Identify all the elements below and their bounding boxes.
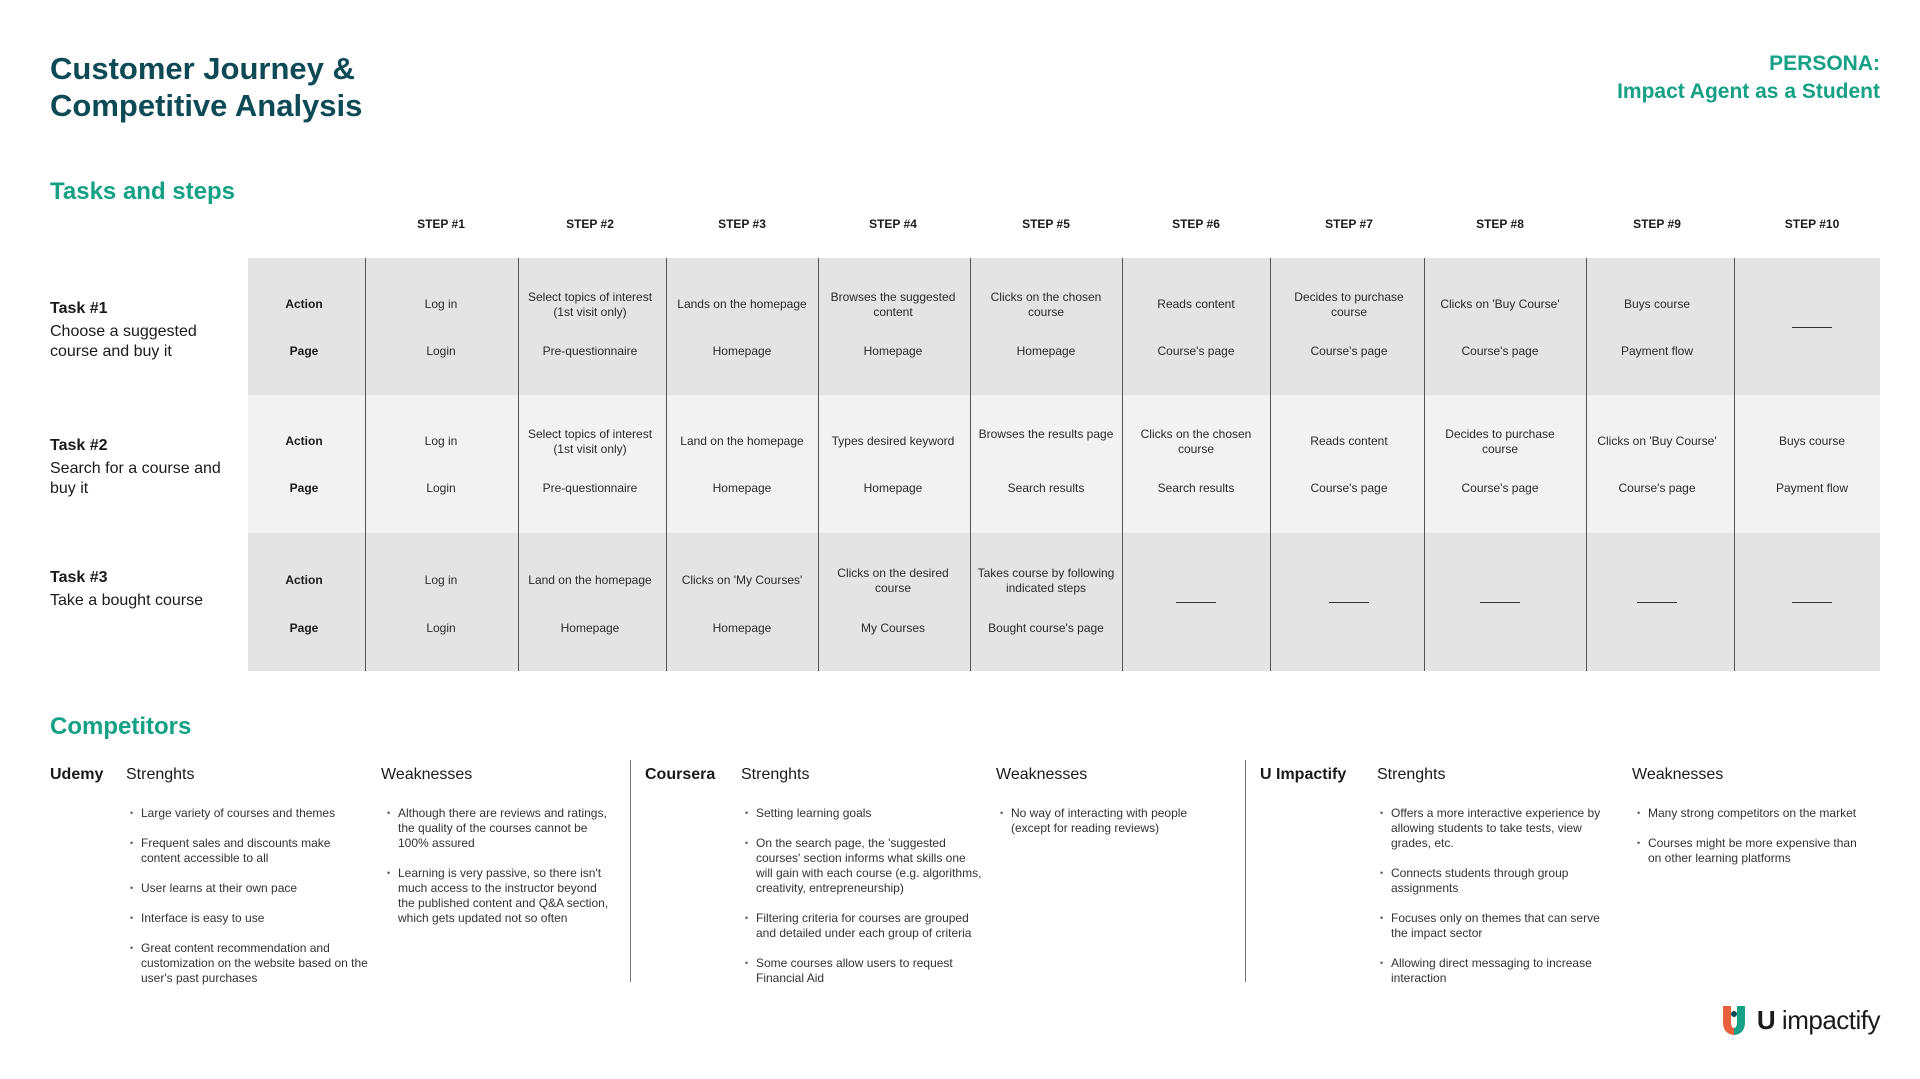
column-divider (1122, 395, 1123, 533)
step-action: Browses the suggested content (830, 289, 956, 319)
competitor-name: U Impactify (1260, 766, 1347, 783)
column-divider (1424, 395, 1425, 533)
persona-label: PERSONA: (1769, 52, 1880, 75)
step-action: Lands on the homepage (677, 297, 807, 311)
step-action: Takes course by following indicated steps (977, 565, 1115, 595)
task-number: Task #1 (50, 300, 108, 317)
action-label: Action (285, 434, 323, 448)
step-header-2: STEP #2 (566, 217, 614, 231)
step-header-8: STEP #8 (1476, 217, 1524, 231)
strengths-item: • Allowing direct messaging to increase interaction (1380, 956, 1615, 986)
empty-step-dash (1637, 602, 1677, 603)
action-label: Action (285, 297, 323, 311)
weaknesses-item: • Although there are reviews and ratings, the quality of the courses cannot be 100% assured (387, 806, 612, 851)
page-label: Page (289, 621, 319, 635)
competitor-divider (630, 760, 631, 982)
column-divider (1122, 258, 1123, 395)
task-description: Choose a suggested course and buy it (50, 323, 197, 360)
step-action: Log in (424, 434, 458, 448)
column-divider (1586, 533, 1587, 671)
task-number: Task #2 (50, 437, 108, 454)
step-action: Clicks on the chosen course (1140, 426, 1252, 456)
logo-name: impactify (1781, 1004, 1880, 1035)
tasks-section-title: Tasks and steps (50, 178, 235, 205)
column-divider (1586, 395, 1587, 533)
page-label: Page (289, 344, 319, 358)
step-header-6: STEP #6 (1172, 217, 1220, 231)
strengths-item: • Connects students through group assignments (1380, 866, 1615, 896)
step-page: Homepage (560, 621, 620, 635)
weaknesses-list (1000, 806, 1225, 851)
title-line-1: Customer Journey & (50, 51, 355, 86)
empty-step-dash (1329, 602, 1369, 603)
step-action: Reads content (1157, 297, 1235, 311)
step-page: Homepage (1016, 344, 1076, 358)
step-header-10: STEP #10 (1784, 217, 1840, 231)
column-divider (1270, 533, 1271, 671)
column-divider (666, 395, 667, 533)
strengths-item: • Some courses allow users to request Financial Aid (745, 956, 985, 986)
action-label: Action (285, 573, 323, 587)
step-action: Decides to purchase course (1294, 289, 1404, 319)
weaknesses-item: • Many strong competitors on the market (1637, 806, 1862, 821)
step-action: Buys course (1623, 297, 1691, 311)
step-action: Log in (424, 573, 458, 587)
step-page: Course's page (1157, 344, 1235, 358)
weaknesses-item: • Learning is very passive, so there isn't much access to the instructor beyond the published content and Q&A section, which gets updated not so often (387, 866, 612, 926)
strengths-list (745, 806, 985, 1001)
weaknesses-title: Weaknesses (381, 766, 473, 783)
step-page: Homepage (712, 344, 772, 358)
step-page: Course's page (1461, 344, 1539, 358)
empty-step-dash (1792, 327, 1832, 328)
step-action: Clicks on 'My Courses' (681, 573, 803, 587)
strengths-item: • Setting learning goals (745, 806, 985, 821)
strengths-item: • On the search page, the 'suggested courses' section informs what skills one will gain with each course (e.g. algorithms, creativity, entrepreneurship) (745, 836, 985, 896)
strengths-title: Strenghts (741, 766, 810, 783)
step-page: Homepage (863, 481, 923, 495)
logo-u: U (1756, 1004, 1776, 1035)
step-action: Clicks on the chosen course (990, 289, 1102, 319)
page-label: Page (289, 481, 319, 495)
strengths-item: • Interface is easy to use (130, 911, 370, 926)
step-page: Payment flow (1775, 481, 1849, 495)
competitor-name: Udemy (50, 766, 104, 783)
strengths-list (1380, 806, 1615, 1001)
step-page: Bought course's page (988, 621, 1104, 635)
weaknesses-list (387, 806, 612, 941)
step-action: Log in (424, 297, 458, 311)
column-divider (970, 533, 971, 671)
strengths-title: Strenghts (1377, 766, 1446, 783)
column-divider (518, 533, 519, 671)
step-action: Decides to purchase course (1445, 426, 1555, 456)
step-action: Land on the homepage (528, 573, 652, 587)
step-header-9: STEP #9 (1633, 217, 1681, 231)
step-page: Course's page (1310, 344, 1388, 358)
empty-step-dash (1792, 602, 1832, 603)
column-divider (365, 533, 366, 671)
weaknesses-list (1637, 806, 1862, 881)
task-row-3 (0, 533, 1920, 671)
column-divider (1424, 533, 1425, 671)
column-divider (1734, 395, 1735, 533)
task-row-background (248, 395, 1880, 533)
strengths-item: • Focuses only on themes that can serve the impact sector (1380, 911, 1615, 941)
task-row-1 (0, 258, 1920, 395)
competitors-section-title: Competitors (50, 713, 192, 740)
column-divider (818, 395, 819, 533)
column-divider (1270, 395, 1271, 533)
column-divider (818, 533, 819, 671)
task-description: Take a bought course (50, 592, 203, 609)
step-action: Land on the homepage (680, 434, 804, 448)
task-label (50, 300, 240, 362)
step-header-3: STEP #3 (718, 217, 766, 231)
strengths-list (130, 806, 370, 1001)
column-divider (666, 258, 667, 395)
column-divider (1586, 258, 1587, 395)
step-action: Reads content (1310, 434, 1388, 448)
column-divider (1734, 533, 1735, 671)
strengths-item: • Filtering criteria for courses are grouped and detailed under each group of criteria (745, 911, 985, 941)
page-title (50, 50, 362, 124)
step-page: Login (426, 481, 456, 495)
strengths-item: • Large variety of courses and themes (130, 806, 370, 821)
column-divider (1424, 258, 1425, 395)
strengths-item: • User learns at their own pace (130, 881, 370, 896)
step-page: Homepage (712, 481, 772, 495)
column-divider (518, 395, 519, 533)
task-row-2 (0, 395, 1920, 533)
step-page: Course's page (1461, 481, 1539, 495)
column-divider (1122, 533, 1123, 671)
title-line-2: Competitive Analysis (50, 88, 363, 123)
column-divider (365, 258, 366, 395)
step-page: Search results (1157, 481, 1235, 495)
step-action: Browses the results page (978, 426, 1114, 441)
weaknesses-title: Weaknesses (1632, 766, 1724, 783)
persona-name: Impact Agent as a Student (1617, 80, 1880, 103)
step-action: Select topics of interest (1st visit only) (527, 426, 653, 456)
strengths-item: • Offers a more interactive experience by allowing students to take tests, view grades, etc. (1380, 806, 1615, 851)
step-action: Types desired keyword (831, 434, 955, 448)
step-page: My Courses (860, 621, 925, 635)
step-page: Pre-questionnaire (542, 344, 638, 358)
step-action: Buys course (1778, 434, 1846, 448)
strengths-item: • Great content recommendation and customization on the website based on the user's past purchases (130, 941, 370, 986)
empty-step-dash (1176, 602, 1216, 603)
column-divider (818, 258, 819, 395)
step-action: Clicks on the desired course (837, 565, 949, 595)
task-description: Search for a course and buy it (50, 460, 221, 497)
persona-heading (1617, 50, 1880, 106)
step-page: Pre-questionnaire (542, 481, 638, 495)
column-divider (970, 395, 971, 533)
step-page: Course's page (1618, 481, 1696, 495)
step-action: Clicks on 'Buy Course' (1440, 297, 1560, 311)
logo-wordmark (1757, 1005, 1880, 1036)
column-divider (365, 395, 366, 533)
task-row-background (248, 258, 1880, 395)
step-header-4: STEP #4 (869, 217, 917, 231)
weaknesses-item: • No way of interacting with people (except for reading reviews) (1000, 806, 1225, 836)
weaknesses-title: Weaknesses (996, 766, 1088, 783)
step-header-1: STEP #1 (417, 217, 465, 231)
task-row-background (248, 533, 1880, 671)
task-label (50, 569, 240, 611)
weaknesses-item: • Courses might be more expensive than on other learning platforms (1637, 836, 1862, 866)
competitor-divider (1245, 760, 1246, 982)
column-divider (518, 258, 519, 395)
step-page: Homepage (863, 344, 923, 358)
step-page: Payment flow (1620, 344, 1694, 358)
strengths-item: • Frequent sales and discounts make content accessible to all (130, 836, 370, 866)
competitor-name: Coursera (645, 766, 716, 783)
empty-step-dash (1480, 602, 1520, 603)
step-header-7: STEP #7 (1325, 217, 1373, 231)
brand-logo (1721, 1004, 1880, 1036)
step-page: Homepage (712, 621, 772, 635)
steps-header-row (0, 217, 1920, 237)
step-page: Course's page (1310, 481, 1388, 495)
column-divider (1270, 258, 1271, 395)
task-label (50, 437, 240, 499)
step-page: Search results (1007, 481, 1085, 495)
step-page: Login (426, 621, 456, 635)
u-impactify-logo-icon (1721, 1004, 1747, 1036)
column-divider (970, 258, 971, 395)
step-page: Login (426, 344, 456, 358)
step-header-5: STEP #5 (1022, 217, 1070, 231)
column-divider (1734, 258, 1735, 395)
strengths-title: Strenghts (126, 766, 195, 783)
step-action: Select topics of interest (1st visit only) (527, 289, 653, 319)
step-action: Clicks on 'Buy Course' (1597, 434, 1717, 448)
column-divider (666, 533, 667, 671)
task-number: Task #3 (50, 569, 108, 586)
